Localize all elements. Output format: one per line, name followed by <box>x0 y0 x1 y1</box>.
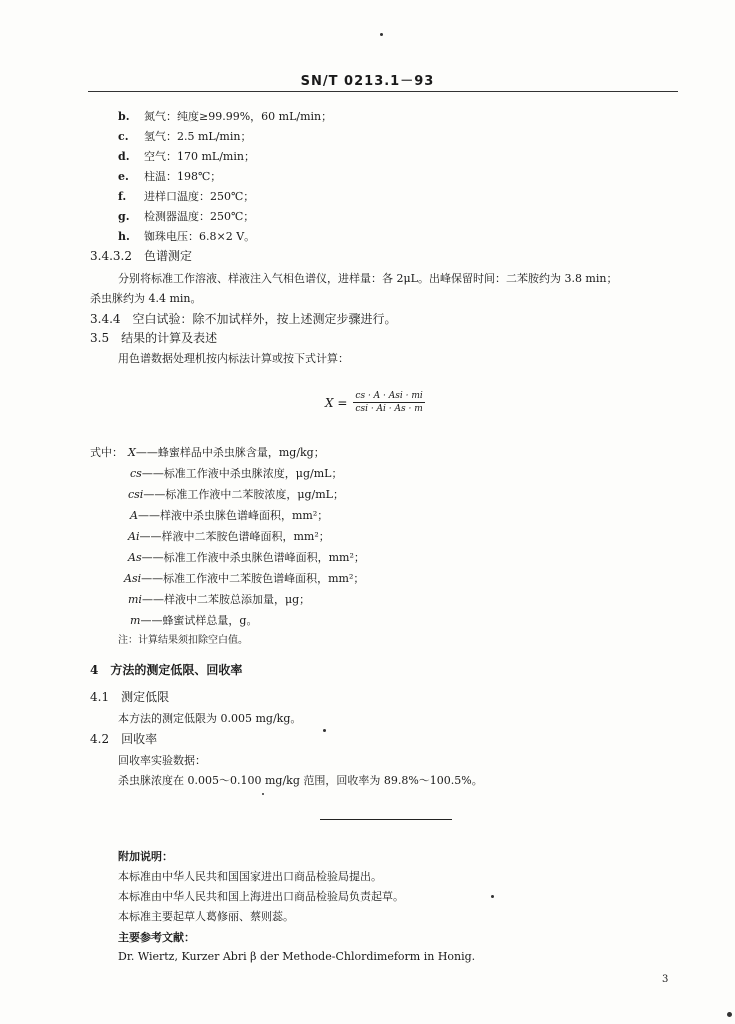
paragraph-line: 本方法的测定低限为 0.005 mg/kg。 <box>118 712 302 725</box>
appendix-line: 本标准主要起草人葛修丽、蔡则蕊。 <box>118 910 294 923</box>
definition-symbol: As <box>128 551 142 564</box>
section-heading-4: 4 方法的测定低限、回收率 <box>90 663 243 677</box>
calculation-note: 注：计算结果须扣除空白值。 <box>118 635 248 646</box>
definition-item <box>128 444 325 460</box>
scan-speck <box>491 895 494 898</box>
paragraph-line: 杀虫脒约为 4.4 min。 <box>90 292 202 305</box>
condition-item <box>118 188 254 204</box>
scan-speck <box>380 33 383 36</box>
condition-item <box>118 228 255 244</box>
paragraph-line: 回收率实验数据： <box>118 754 206 767</box>
section-heading-3-4-3-2: 3.4.3.2 色谱测定 <box>90 249 192 263</box>
header-rule <box>88 91 678 92</box>
definition-text: ——蜂蜜样品中杀虫脒含量，mg/kg； <box>135 446 325 459</box>
definition-item <box>124 570 364 586</box>
definition-text: ——标准工作液中二苯胺色谱峰面积，mm²； <box>141 572 365 585</box>
appendix-title: 附加说明： <box>118 850 173 863</box>
condition-label: e. <box>118 170 129 183</box>
section-3-4-4: 3.4.4 空白试验：除不加试样外，按上述测定步骤进行。 <box>90 312 397 326</box>
definition-text: ——蜂蜜试样总量，g。 <box>140 614 258 627</box>
appendix-line: 本标准由中华人民共和国国家进出口商品检验局提出。 <box>118 870 382 883</box>
definition-symbol: Asi <box>124 572 142 585</box>
condition-text: 氮气：纯度≥99.99%，60 mL/min； <box>144 110 333 123</box>
paragraph-line: 分别将标准工作溶液、样液注入气相色谱仪，进样量：各 2μL。出峰保留时间：二苯胺约为 3.8 min； <box>118 272 618 285</box>
definition-text: ——样液中杀虫脒色谱峰面积，mm²； <box>137 509 329 522</box>
condition-text: 进样口温度：250℃； <box>144 190 255 203</box>
definition-symbol: X <box>128 446 136 459</box>
appendix-line: 本标准由中华人民共和国上海进出口商品检验局负责起草。 <box>118 890 404 903</box>
definition-symbol: Ai <box>128 530 140 543</box>
condition-label: d. <box>118 150 130 163</box>
definition-symbol: cs <box>130 467 142 480</box>
paragraph-line: 用色谱数据处理机按内标法计算或按下式计算： <box>118 352 349 365</box>
section-heading-4-2: 4.2 回收率 <box>90 732 158 746</box>
definition-symbol: mi <box>128 593 142 606</box>
scan-speck <box>262 793 264 795</box>
formula-numerator: cs · A · Asi · mi <box>355 391 423 401</box>
definition-item <box>130 612 257 628</box>
definition-item <box>128 549 365 565</box>
definition-text: ——标准工作液中杀虫脒色谱峰面积，mm²； <box>141 551 365 564</box>
condition-text: 氢气：2.5 mL/min； <box>144 130 252 143</box>
definition-text: ——标准工作液中二苯胺浓度，μg/mL； <box>143 488 344 501</box>
condition-item <box>118 168 221 184</box>
end-of-text-rule <box>320 819 452 820</box>
scan-speck <box>323 729 326 732</box>
page-number: 3 <box>662 974 669 985</box>
definition-item <box>128 528 330 544</box>
formula-denominator: csi · Ai · As · m <box>355 404 423 414</box>
paragraph-line: 杀虫脒浓度在 0.005～0.100 mg/kg 范围，回收率为 89.8%～100.5%。 <box>118 774 483 787</box>
reference-title: 主要参考文献： <box>118 931 195 944</box>
definition-item <box>130 507 328 523</box>
standard-code-header: SN/T 0213.1－93 <box>300 74 435 89</box>
definition-text: ——样液中二苯胺色谱峰面积，mm²； <box>139 530 330 543</box>
definition-symbol: A <box>130 509 138 522</box>
formula-lhs: X = <box>325 395 348 410</box>
condition-text: 铷珠电压：6.8×2 V。 <box>144 230 256 243</box>
condition-item <box>118 208 254 224</box>
definition-item <box>128 486 344 502</box>
section-heading-4-1: 4.1 测定低限 <box>90 690 170 704</box>
condition-label: c. <box>118 130 129 143</box>
where-prefix: 式中： <box>90 446 123 459</box>
definition-item <box>130 465 342 481</box>
condition-item <box>118 148 255 164</box>
condition-label: f. <box>118 190 127 203</box>
condition-item <box>118 108 332 124</box>
condition-label: h. <box>118 230 130 243</box>
definition-symbol: m <box>130 614 141 627</box>
definition-symbol: csi <box>128 488 144 501</box>
condition-text: 检测器温度：250℃； <box>144 210 255 223</box>
condition-item <box>118 128 251 144</box>
section-heading-3-5: 3.5 结果的计算及表述 <box>90 331 218 345</box>
definition-text: ——标准工作液中杀虫脒浓度，μg/mL； <box>141 467 343 480</box>
condition-text: 空气：170 mL/min； <box>144 150 255 163</box>
definition-text: ——样液中二苯胺总添加量，μg； <box>141 593 311 606</box>
reference-entry: Dr. Wiertz, Kurzer Abri β der Methode-Chlordimeform in Honig. <box>118 950 476 963</box>
condition-text: 柱温：198℃； <box>144 170 222 183</box>
scan-speck <box>727 1012 732 1017</box>
condition-label: g. <box>118 210 130 223</box>
condition-label: b. <box>118 110 130 123</box>
definition-item <box>128 591 310 607</box>
formula <box>325 391 425 414</box>
formula-fraction <box>353 391 424 414</box>
